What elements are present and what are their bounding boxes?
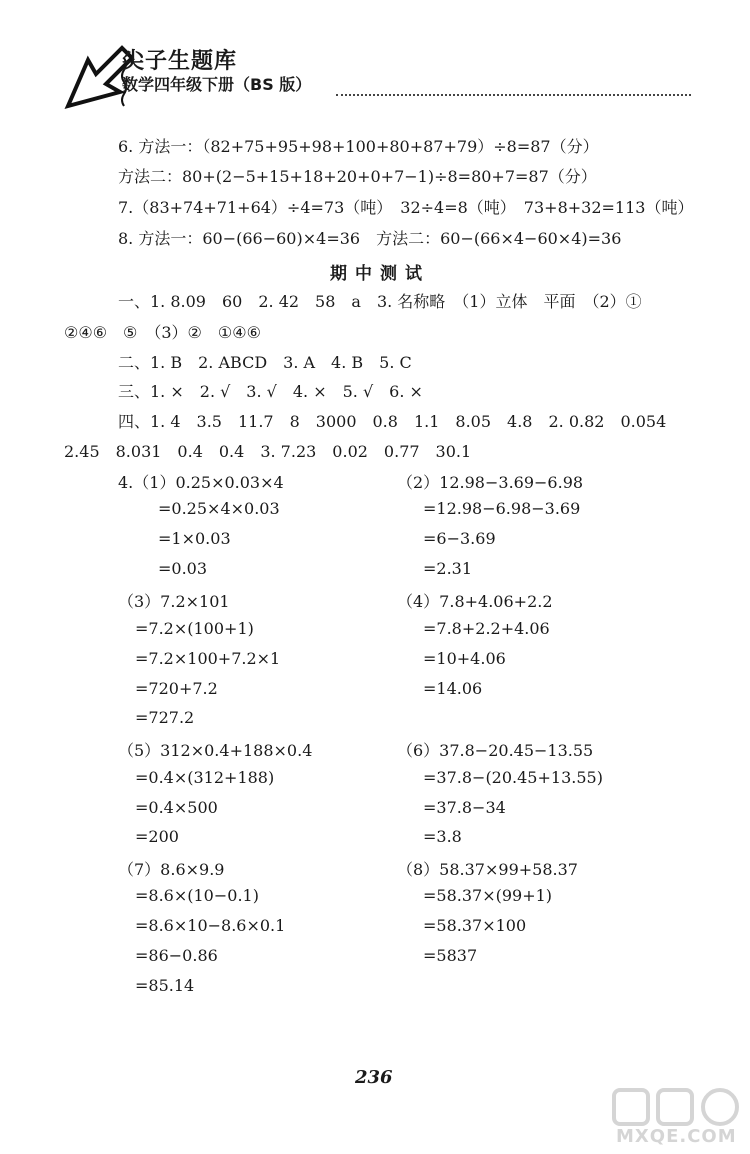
calc-7-line-3: =8.6×10−8.6×0.1	[135, 916, 286, 935]
answer-line-8: 8. 方法一：60−(66−60)×4=36 方法二：60−(66×4−60×4)=36	[118, 229, 622, 248]
calc-1-line-4: =0.03	[158, 559, 208, 578]
calc-1-line-3: =1×0.03	[158, 529, 231, 548]
calc-2-line-1: （2）12.98−3.69−6.98	[397, 473, 584, 492]
header-divider	[336, 94, 691, 96]
calc-5-line-1: （5）312×0.4+188×0.4	[118, 741, 313, 760]
answer-line-part1-cont: ②④⑥ ⑤ （3）② ①④⑥	[64, 323, 261, 342]
watermark-logo	[610, 1086, 744, 1154]
calc-6-line-1: （6）37.8−20.45−13.55	[397, 741, 594, 760]
calc-2-line-2: =12.98−6.98−3.69	[423, 499, 581, 518]
calc-7-line-2: =8.6×(10−0.1)	[135, 886, 259, 905]
page-number: 236	[355, 1067, 393, 1088]
calc-5-line-2: =0.4×(312+188)	[135, 768, 275, 787]
book-subtitle: 数学四年级下册（BS 版）	[122, 75, 312, 94]
calc-1-line-1: 4.（1）0.25×0.03×4	[118, 473, 284, 492]
calc-7-line-1: （7）8.6×9.9	[118, 860, 225, 879]
watermark-text: MXQE.COM	[616, 1126, 737, 1147]
calc-1-line-2: =0.25×4×0.03	[158, 499, 280, 518]
calc-3-line-5: =727.2	[135, 708, 195, 727]
calc-7-line-5: =85.14	[135, 976, 195, 995]
calc-3-line-2: =7.2×(100+1)	[135, 619, 254, 638]
calc-5-line-4: =200	[135, 827, 179, 846]
calc-3-line-1: （3）7.2×101	[118, 592, 230, 611]
answer-line-part3: 三、1. × 2. √ 3. √ 4. × 5. √ 6. ×	[118, 382, 423, 401]
calc-6-line-3: =37.8−34	[423, 798, 506, 817]
calc-4-line-4: =14.06	[423, 679, 483, 698]
calc-8-line-1: （8）58.37×99+58.37	[397, 860, 578, 879]
calc-2-line-4: =2.31	[423, 559, 473, 578]
calc-4-line-3: =10+4.06	[423, 649, 506, 668]
answer-line-part4: 四、1. 4 3.5 11.7 8 3000 0.8 1.1 8.05 4.8 2. 0.82 0.054	[118, 412, 667, 431]
answer-line-7: 7.（83+74+71+64）÷4=73（吨） 32÷4=8（吨） 73+8+32=113（吨）	[118, 198, 694, 217]
calc-6-line-2: =37.8−(20.45+13.55)	[423, 768, 603, 787]
calc-3-line-4: =720+7.2	[135, 679, 218, 698]
calc-7-line-4: =86−0.86	[135, 946, 218, 965]
calc-2-line-3: =6−3.69	[423, 529, 496, 548]
watermark-glyphs-icon	[610, 1086, 744, 1128]
calc-5-line-3: =0.4×500	[135, 798, 218, 817]
calc-4-line-1: （4）7.8+4.06+2.2	[397, 592, 553, 611]
answer-line-part4-cont: 2.45 8.031 0.4 0.4 3. 7.23 0.02 0.77 30.1	[64, 442, 472, 461]
answer-line-part2: 二、1. B 2. ABCD 3. A 4. B 5. C	[118, 353, 412, 372]
calc-4-line-2: =7.8+2.2+4.06	[423, 619, 550, 638]
answer-line-6b: 方法二：80+(2−5+15+18+20+0+7−1)÷8=80+7=87（分）	[118, 167, 597, 186]
calc-8-line-4: =5837	[423, 946, 478, 965]
calc-3-line-3: =7.2×100+7.2×1	[135, 649, 281, 668]
answer-line-6a: 6. 方法一：（82+75+95+98+100+80+87+79）÷8=87（分）	[118, 137, 599, 156]
book-title: 尖子生题库	[122, 49, 238, 74]
calc-8-line-3: =58.37×100	[423, 916, 527, 935]
calc-6-line-4: =3.8	[423, 827, 462, 846]
answer-line-part1: 一、1. 8.09 60 2. 42 58 a 3. 名称略 （1）立体 平面 （2）①	[118, 292, 642, 311]
calc-8-line-2: =58.37×(99+1)	[423, 886, 553, 905]
section-title: 期中测试	[330, 264, 430, 284]
